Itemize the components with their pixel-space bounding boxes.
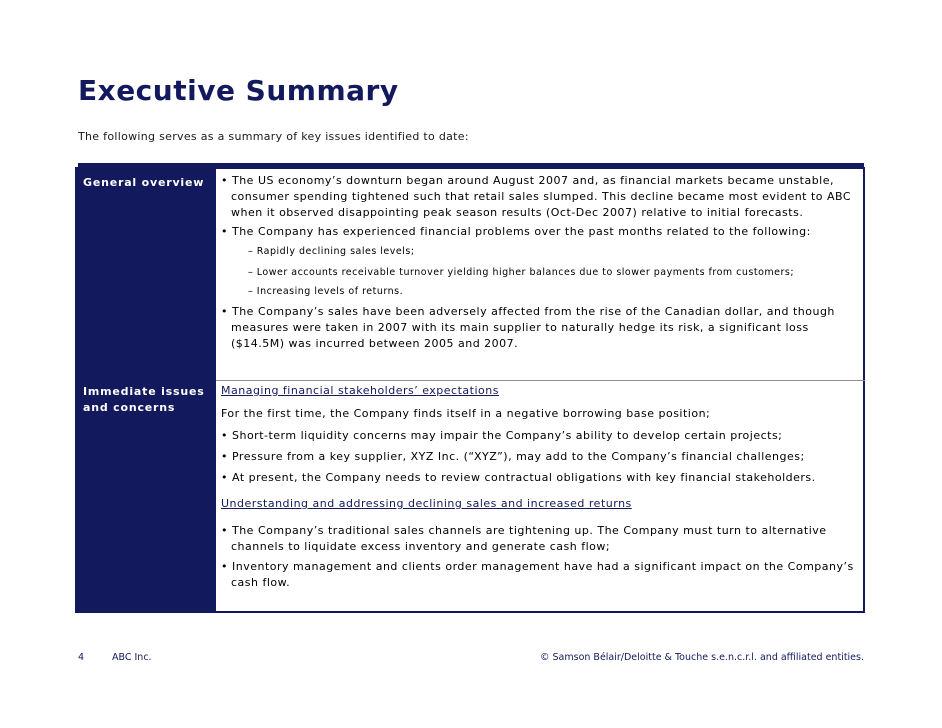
footer-copyright: © Samson Bélair/Deloitte & Touche s.e.n.c.r.l. and affiliated entities.: [540, 652, 864, 663]
general-bullet-1-line1: • The US economy’s downturn began around August 2007 and, as financial markets became unstable,: [221, 174, 835, 187]
heading-declining-sales: Understanding and addressing declining sales and increased returns: [221, 497, 632, 510]
immediate-bullet-4-line1: • The Company’s traditional sales channels are tightening up. The Company must turn to alternative: [221, 524, 827, 537]
label-column: [77, 169, 216, 611]
general-subitem-3: – Increasing levels of returns.: [248, 286, 404, 297]
immediate-bullet-2: • Pressure from a key supplier, XYZ Inc. (“XYZ”), may add to the Company’s financial challenges;: [221, 450, 805, 463]
general-bullet-3-line1: • The Company’s sales have been adversely affected from the rise of the Canadian dollar, and though: [221, 305, 835, 318]
page-title: Executive Summary: [78, 74, 399, 107]
page-subtitle: The following serves as a summary of key issues identified to date:: [78, 130, 469, 143]
immediate-bullet-5-line2: cash flow.: [231, 576, 291, 589]
immediate-bullet-1: • Short-term liquidity concerns may impair the Company’s ability to develop certain projects;: [221, 429, 783, 442]
immediate-issues-label-line2: and concerns: [83, 401, 176, 414]
immediate-bullet-5-line1: • Inventory management and clients order management have had a significant impact on the Company’s: [221, 560, 854, 573]
general-bullet-1-line3: when it observed disappointing peak season results (Oct-Dec 2007) relative to initial forecasts.: [231, 206, 804, 219]
general-bullet-3-line2: measures were taken in 2007 with its main supplier to naturally hedge its risk, a significant loss: [231, 321, 809, 334]
general-bullet-1-line2: consumer spending tightened such that retail sales slumped. This decline became most evident to ABC: [231, 190, 852, 203]
immediate-intro: For the first time, the Company finds itself in a negative borrowing base position;: [221, 407, 711, 420]
heading-stakeholders: Managing financial stakeholders’ expectations: [221, 384, 499, 397]
general-bullet-3-line3: ($14.5M) was incurred between 2005 and 2007.: [231, 337, 519, 350]
immediate-bullet-5: [221, 559, 854, 591]
section-separator: [216, 380, 865, 381]
footer-company: ABC Inc.: [112, 652, 152, 663]
summary-panel: [75, 167, 865, 613]
general-overview-label: General overview: [83, 176, 205, 189]
immediate-bullet-4-line2: channels to liquidate excess inventory and generate cash flow;: [231, 540, 611, 553]
general-bullet-2: • The Company has experienced financial problems over the past months related to the following:: [221, 225, 811, 238]
page-number: 4: [78, 652, 85, 663]
immediate-bullet-3: • At present, the Company needs to review contractual obligations with key financial stakeholders.: [221, 471, 816, 484]
immediate-issues-label: [83, 384, 205, 416]
general-bullet-1: [221, 173, 851, 221]
general-subitem-1: – Rapidly declining sales levels;: [248, 246, 415, 257]
general-bullet-3: [221, 304, 835, 352]
general-subitem-2: – Lower accounts receivable turnover yielding higher balances due to slower payments from customers;: [248, 267, 795, 278]
immediate-issues-label-line1: Immediate issues: [83, 385, 205, 398]
immediate-bullet-4: [221, 523, 827, 555]
